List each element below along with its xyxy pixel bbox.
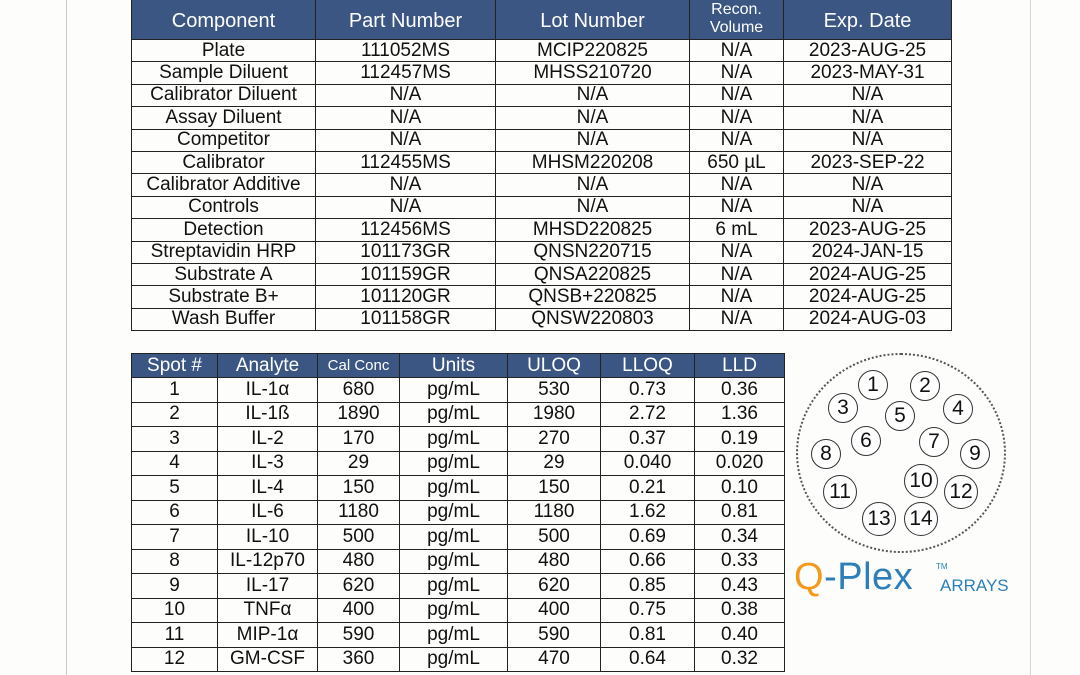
lld-cell: 0.10 <box>695 476 785 501</box>
lld-cell: 0.020 <box>695 451 785 476</box>
exp-date-cell: 2023-AUG-25 <box>784 219 952 241</box>
analyte-row <box>132 647 785 672</box>
component-cell: Substrate A <box>132 263 316 285</box>
exp-date-cell: 2024-AUG-25 <box>784 263 952 285</box>
header-exp-date: Exp. Date <box>784 0 952 40</box>
spot-cell: 12 <box>132 647 218 672</box>
part-number-cell: N/A <box>316 84 496 106</box>
analyte-row <box>132 451 785 476</box>
page-edge-left <box>66 0 67 675</box>
component-cell: Plate <box>132 40 316 62</box>
spot-cell: 8 <box>132 549 218 574</box>
units-cell: pg/mL <box>400 500 508 525</box>
part-number-cell: 111052MS <box>316 40 496 62</box>
analyte-cell: IL-1α <box>218 378 318 403</box>
component-cell: Streptavidin HRP <box>132 241 316 263</box>
lld-cell: 0.43 <box>695 574 785 599</box>
analyte-cell: IL-3 <box>218 451 318 476</box>
spot-7: 7 <box>919 427 949 457</box>
lld-cell: 0.40 <box>695 623 785 648</box>
spot-1: 1 <box>858 370 888 400</box>
analyte-row <box>132 476 785 501</box>
cal-conc-cell: 1890 <box>318 402 400 427</box>
uloq-cell: 590 <box>508 623 601 648</box>
spot-11: 11 <box>823 475 857 509</box>
analyte-cell: TNFα <box>218 598 318 623</box>
lloq-cell: 0.21 <box>601 476 695 501</box>
cal-conc-cell: 150 <box>318 476 400 501</box>
logo-wordmark <box>794 556 913 599</box>
header-component: Component <box>132 0 316 40</box>
lot-number-cell: QNSW220803 <box>496 308 690 330</box>
exp-date-cell: 2024-JAN-15 <box>784 241 952 263</box>
uloq-cell: 500 <box>508 525 601 550</box>
spot-diagram <box>796 353 1006 553</box>
lloq-cell: 1.62 <box>601 500 695 525</box>
recon-volume-cell: N/A <box>690 196 784 218</box>
component-row <box>132 129 952 151</box>
recon-volume-cell: 650 µL <box>690 151 784 173</box>
lloq-cell: 0.66 <box>601 549 695 574</box>
component-row <box>132 263 952 285</box>
spot-14: 14 <box>904 502 938 536</box>
units-cell: pg/mL <box>400 378 508 403</box>
spot-cell: 11 <box>132 623 218 648</box>
spot-4: 4 <box>943 394 973 424</box>
lloq-cell: 0.73 <box>601 378 695 403</box>
lot-number-cell: MCIP220825 <box>496 40 690 62</box>
uloq-cell: 1180 <box>508 500 601 525</box>
recon-volume-cell: N/A <box>690 84 784 106</box>
header-recon-volume: Recon. Volume <box>690 0 784 40</box>
lld-cell: 0.32 <box>695 647 785 672</box>
part-number-cell: 112456MS <box>316 219 496 241</box>
lot-number-cell: N/A <box>496 107 690 129</box>
header-uloq: ULOQ <box>508 354 601 378</box>
analyte-cell: GM-CSF <box>218 647 318 672</box>
component-row <box>132 107 952 129</box>
lld-cell: 0.38 <box>695 598 785 623</box>
units-cell: pg/mL <box>400 574 508 599</box>
units-cell: pg/mL <box>400 525 508 550</box>
q-plex-logo <box>794 556 1024 606</box>
header-part-number: Part Number <box>316 0 496 40</box>
analyte-row <box>132 525 785 550</box>
uloq-cell: 400 <box>508 598 601 623</box>
analyte-cell: IL-4 <box>218 476 318 501</box>
component-cell: Competitor <box>132 129 316 151</box>
spot-2: 2 <box>910 371 940 401</box>
header-analyte: Analyte <box>218 354 318 378</box>
spot-3: 3 <box>828 393 858 423</box>
component-row <box>132 174 952 196</box>
units-cell: pg/mL <box>400 427 508 452</box>
component-row <box>132 62 952 84</box>
exp-date-cell: N/A <box>784 196 952 218</box>
analyte-cell: IL-1ß <box>218 402 318 427</box>
uloq-cell: 270 <box>508 427 601 452</box>
analyte-row <box>132 378 785 403</box>
page-edge-right <box>1030 0 1031 675</box>
component-row <box>132 151 952 173</box>
component-row <box>132 219 952 241</box>
analyte-cell: IL-10 <box>218 525 318 550</box>
component-row <box>132 196 952 218</box>
recon-volume-cell: N/A <box>690 62 784 84</box>
analyte-row <box>132 549 785 574</box>
lot-number-cell: N/A <box>496 174 690 196</box>
cal-conc-cell: 480 <box>318 549 400 574</box>
lot-number-cell: MHSM220208 <box>496 151 690 173</box>
cal-conc-cell: 500 <box>318 525 400 550</box>
units-cell: pg/mL <box>400 451 508 476</box>
lld-cell: 0.36 <box>695 378 785 403</box>
recon-volume-cell: 6 mL <box>690 219 784 241</box>
part-number-cell: 112455MS <box>316 151 496 173</box>
exp-date-cell: N/A <box>784 107 952 129</box>
lot-number-cell: N/A <box>496 196 690 218</box>
spot-cell: 7 <box>132 525 218 550</box>
lot-number-cell: N/A <box>496 129 690 151</box>
exp-date-cell: 2024-AUG-03 <box>784 308 952 330</box>
analyte-table <box>131 353 785 672</box>
spot-cell: 1 <box>132 378 218 403</box>
spot-cell: 10 <box>132 598 218 623</box>
spot-6: 6 <box>851 426 881 456</box>
analyte-cell: MIP-1α <box>218 623 318 648</box>
lot-number-cell: QNSB+220825 <box>496 286 690 308</box>
header-lld: LLD <box>695 354 785 378</box>
spot-cell: 4 <box>132 451 218 476</box>
exp-date-cell: N/A <box>784 129 952 151</box>
uloq-cell: 150 <box>508 476 601 501</box>
lloq-cell: 0.85 <box>601 574 695 599</box>
analyte-cell: IL-6 <box>218 500 318 525</box>
exp-date-cell: 2023-MAY-31 <box>784 62 952 84</box>
cal-conc-cell: 620 <box>318 574 400 599</box>
recon-volume-cell: N/A <box>690 174 784 196</box>
exp-date-cell: N/A <box>784 174 952 196</box>
cal-conc-cell: 1180 <box>318 500 400 525</box>
recon-volume-cell: N/A <box>690 129 784 151</box>
lld-cell: 0.34 <box>695 525 785 550</box>
component-cell: Calibrator Additive <box>132 174 316 196</box>
spot-cell: 9 <box>132 574 218 599</box>
analyte-table-body <box>132 378 785 672</box>
logo-trademark: TM <box>936 562 948 571</box>
spot-cell: 5 <box>132 476 218 501</box>
component-row <box>132 84 952 106</box>
lloq-cell: 0.75 <box>601 598 695 623</box>
spot-10: 10 <box>904 464 938 498</box>
component-cell: Controls <box>132 196 316 218</box>
lloq-cell: 0.81 <box>601 623 695 648</box>
analyte-row <box>132 598 785 623</box>
component-row <box>132 308 952 330</box>
uloq-cell: 480 <box>508 549 601 574</box>
lloq-cell: 0.040 <box>601 451 695 476</box>
analyte-row <box>132 500 785 525</box>
uloq-cell: 620 <box>508 574 601 599</box>
uloq-cell: 530 <box>508 378 601 403</box>
lld-cell: 1.36 <box>695 402 785 427</box>
units-cell: pg/mL <box>400 476 508 501</box>
analyte-row <box>132 574 785 599</box>
logo-plex: -Plex <box>824 556 914 598</box>
header-units: Units <box>400 354 508 378</box>
component-cell: Calibrator <box>132 151 316 173</box>
component-table <box>131 0 952 331</box>
component-table-body <box>132 40 952 331</box>
units-cell: pg/mL <box>400 598 508 623</box>
component-row <box>132 286 952 308</box>
spot-cell: 3 <box>132 427 218 452</box>
analyte-row <box>132 402 785 427</box>
lot-number-cell: N/A <box>496 84 690 106</box>
lot-number-cell: QNSA220825 <box>496 263 690 285</box>
part-number-cell: 101173GR <box>316 241 496 263</box>
cal-conc-cell: 590 <box>318 623 400 648</box>
recon-volume-cell: N/A <box>690 241 784 263</box>
component-cell: Wash Buffer <box>132 308 316 330</box>
units-cell: pg/mL <box>400 402 508 427</box>
header-spot: Spot # <box>132 354 218 378</box>
component-cell: Assay Diluent <box>132 107 316 129</box>
recon-volume-cell: N/A <box>690 263 784 285</box>
header-lot-number: Lot Number <box>496 0 690 40</box>
component-row <box>132 241 952 263</box>
part-number-cell: N/A <box>316 196 496 218</box>
analyte-cell: IL-2 <box>218 427 318 452</box>
units-cell: pg/mL <box>400 623 508 648</box>
recon-volume-cell: N/A <box>690 107 784 129</box>
part-number-cell: N/A <box>316 174 496 196</box>
part-number-cell: 101158GR <box>316 308 496 330</box>
lot-number-cell: MHSS210720 <box>496 62 690 84</box>
recon-volume-cell: N/A <box>690 40 784 62</box>
header-lloq: LLOQ <box>601 354 695 378</box>
lloq-cell: 2.72 <box>601 402 695 427</box>
part-number-cell: N/A <box>316 107 496 129</box>
uloq-cell: 29 <box>508 451 601 476</box>
component-row <box>132 40 952 62</box>
part-number-cell: 101159GR <box>316 263 496 285</box>
header-cal-conc: Cal Conc <box>318 354 400 378</box>
uloq-cell: 1980 <box>508 402 601 427</box>
spot-12: 12 <box>944 475 978 509</box>
spot-9: 9 <box>960 439 990 469</box>
uloq-cell: 470 <box>508 647 601 672</box>
part-number-cell: 101120GR <box>316 286 496 308</box>
component-table-header-row <box>132 0 952 40</box>
analyte-cell: IL-12p70 <box>218 549 318 574</box>
exp-date-cell: 2024-AUG-25 <box>784 286 952 308</box>
analyte-table-header-row <box>132 354 785 378</box>
part-number-cell: N/A <box>316 129 496 151</box>
logo-q: Q <box>794 556 825 598</box>
cal-conc-cell: 400 <box>318 598 400 623</box>
exp-date-cell: N/A <box>784 84 952 106</box>
analyte-cell: IL-17 <box>218 574 318 599</box>
cal-conc-cell: 680 <box>318 378 400 403</box>
component-cell: Sample Diluent <box>132 62 316 84</box>
cal-conc-cell: 29 <box>318 451 400 476</box>
spot-8: 8 <box>811 439 841 469</box>
exp-date-cell: 2023-AUG-25 <box>784 40 952 62</box>
cal-conc-cell: 360 <box>318 647 400 672</box>
lot-number-cell: MHSD220825 <box>496 219 690 241</box>
lloq-cell: 0.69 <box>601 525 695 550</box>
spot-13: 13 <box>862 502 896 536</box>
logo-arrays: ARRAYS <box>940 576 1009 595</box>
component-cell: Substrate B+ <box>132 286 316 308</box>
lld-cell: 0.33 <box>695 549 785 574</box>
spot-cell: 6 <box>132 500 218 525</box>
spot-cell: 2 <box>132 402 218 427</box>
component-cell: Detection <box>132 219 316 241</box>
units-cell: pg/mL <box>400 549 508 574</box>
spot-5: 5 <box>885 401 915 431</box>
component-cell: Calibrator Diluent <box>132 84 316 106</box>
recon-volume-cell: N/A <box>690 308 784 330</box>
recon-volume-cell: N/A <box>690 286 784 308</box>
lld-cell: 0.19 <box>695 427 785 452</box>
part-number-cell: 112457MS <box>316 62 496 84</box>
analyte-row <box>132 623 785 648</box>
analyte-row <box>132 427 785 452</box>
units-cell: pg/mL <box>400 647 508 672</box>
lloq-cell: 0.37 <box>601 427 695 452</box>
exp-date-cell: 2023-SEP-22 <box>784 151 952 173</box>
lloq-cell: 0.64 <box>601 647 695 672</box>
lld-cell: 0.81 <box>695 500 785 525</box>
cal-conc-cell: 170 <box>318 427 400 452</box>
lot-number-cell: QNSN220715 <box>496 241 690 263</box>
